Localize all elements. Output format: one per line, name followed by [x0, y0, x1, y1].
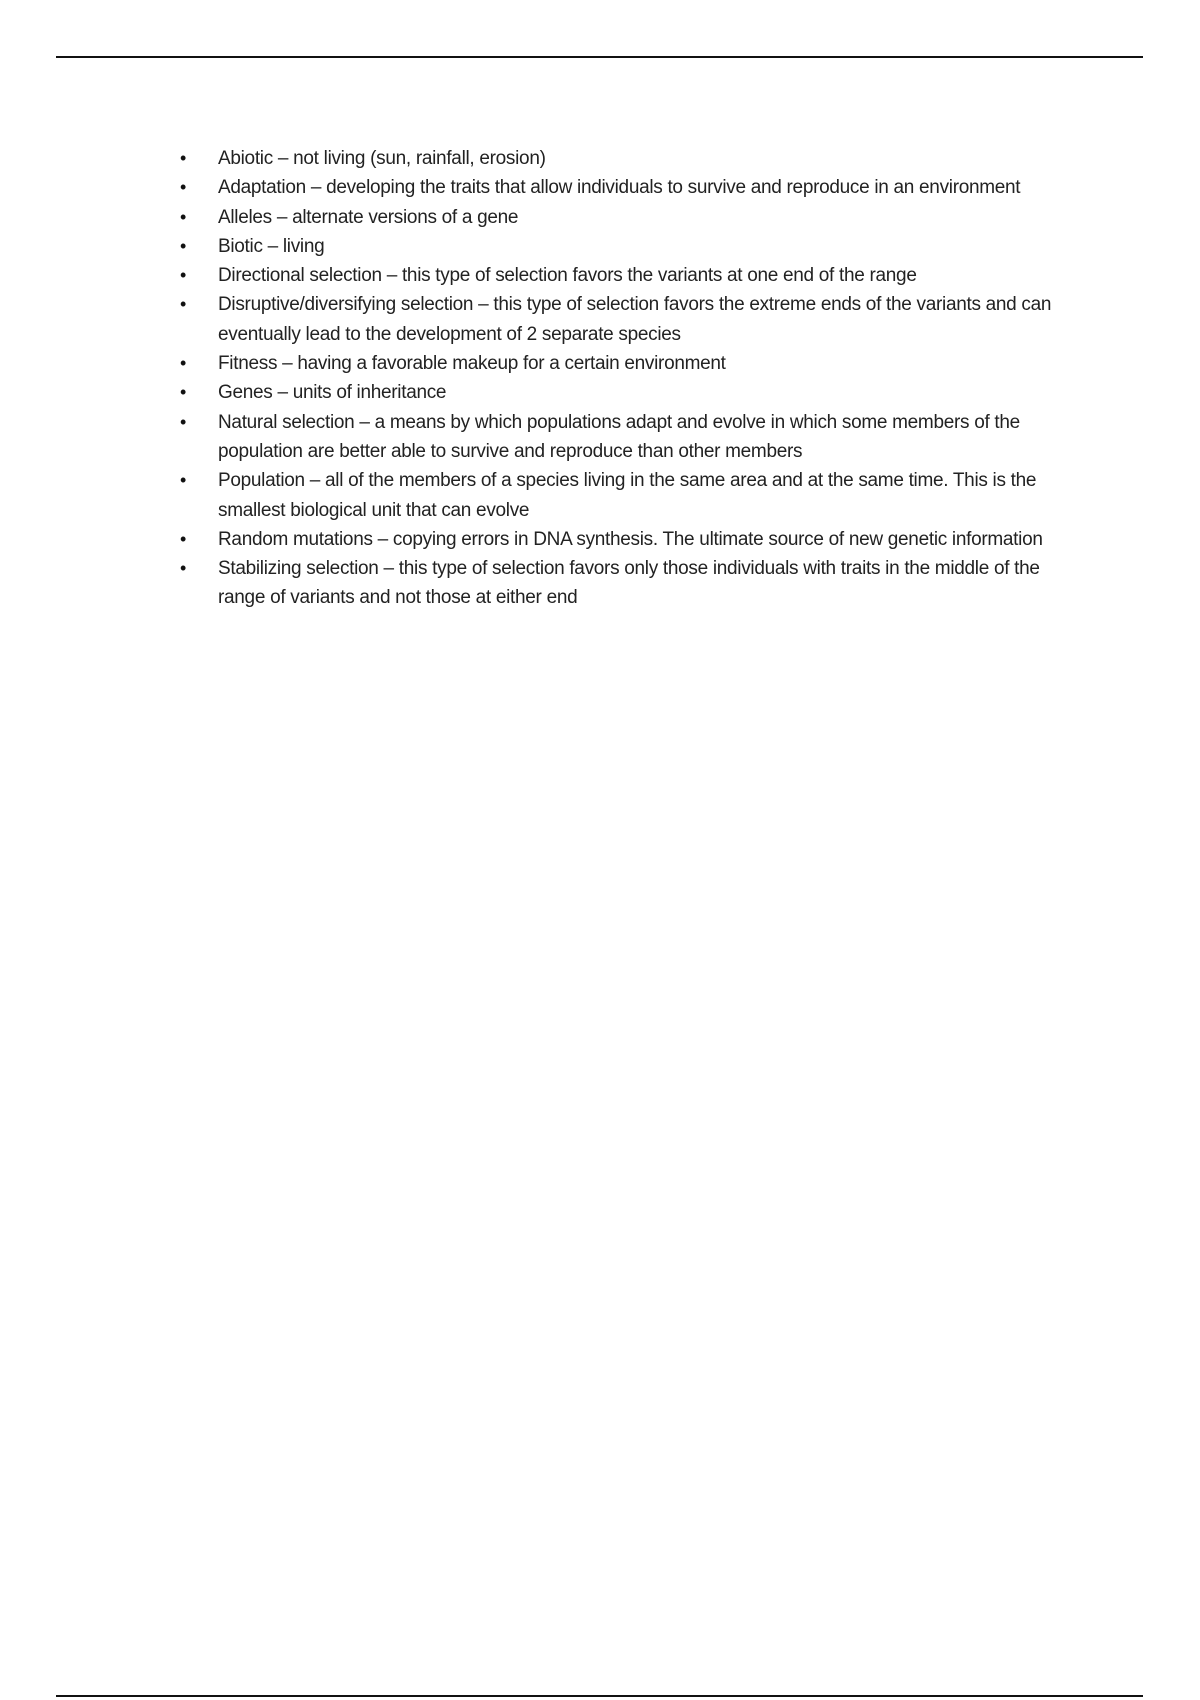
list-item [0, 144, 1200, 173]
bullet-icon: • [180, 177, 187, 198]
list-item [0, 466, 1200, 525]
list-item-text: Random mutations – copying errors in DNA synthesis. The ultimate source of new genetic information [218, 528, 1043, 550]
footer-rule [56, 1695, 1143, 1697]
list-item [0, 378, 1200, 407]
list-item [0, 554, 1200, 613]
list-item-text: Population – all of the members of a species living in the same area and at the same time. This is the smallest biological unit that can evolve [218, 470, 1037, 521]
list-item [0, 232, 1200, 261]
list-item-text: Adaptation – developing the traits that allow individuals to survive and reproduce in an environment [218, 177, 1021, 199]
list-item-text: Stabilizing selection – this type of selection favors only those individuals with traits in the middle of the range of variants and not those at either end [218, 558, 1040, 609]
list-item [0, 408, 1200, 467]
list-item-text: Genes – units of inheritance [218, 382, 447, 404]
bullet-icon: • [180, 382, 187, 403]
list-item [0, 173, 1200, 202]
list-item-text: Alleles – alternate versions of a gene [218, 206, 519, 228]
glossary-list [0, 144, 1200, 613]
list-item [0, 525, 1200, 554]
list-item [0, 349, 1200, 378]
list-item-text: Directional selection – this type of selection favors the variants at one end of the range [218, 265, 917, 287]
list-item-text: Biotic – living [218, 235, 325, 257]
bullet-icon: • [180, 411, 187, 432]
bullet-icon: • [180, 528, 187, 549]
list-item-text: Fitness – having a favorable makeup for a certain environment [218, 353, 726, 375]
list-item [0, 290, 1200, 349]
list-item [0, 261, 1200, 290]
header-rule [56, 56, 1143, 58]
bullet-icon: • [180, 558, 187, 579]
bullet-icon: • [180, 265, 187, 286]
list-item-text: Abiotic – not living (sun, rainfall, erosion) [218, 148, 546, 169]
bullet-icon: • [180, 206, 187, 227]
bullet-icon: • [180, 235, 187, 256]
bullet-icon: • [180, 353, 187, 374]
list-item-text: Disruptive/diversifying selection – this type of selection favors the extreme ends of the variants and can eventually lead to the development of 2 separate species [218, 294, 1052, 345]
bullet-icon: • [180, 470, 187, 491]
bullet-icon: • [180, 148, 187, 168]
list-item-text: Natural selection – a means by which populations adapt and evolve in which some members of the population are better able to survive and reproduce than other members [218, 411, 1020, 462]
list-item [0, 203, 1200, 232]
bullet-icon: • [180, 294, 187, 315]
